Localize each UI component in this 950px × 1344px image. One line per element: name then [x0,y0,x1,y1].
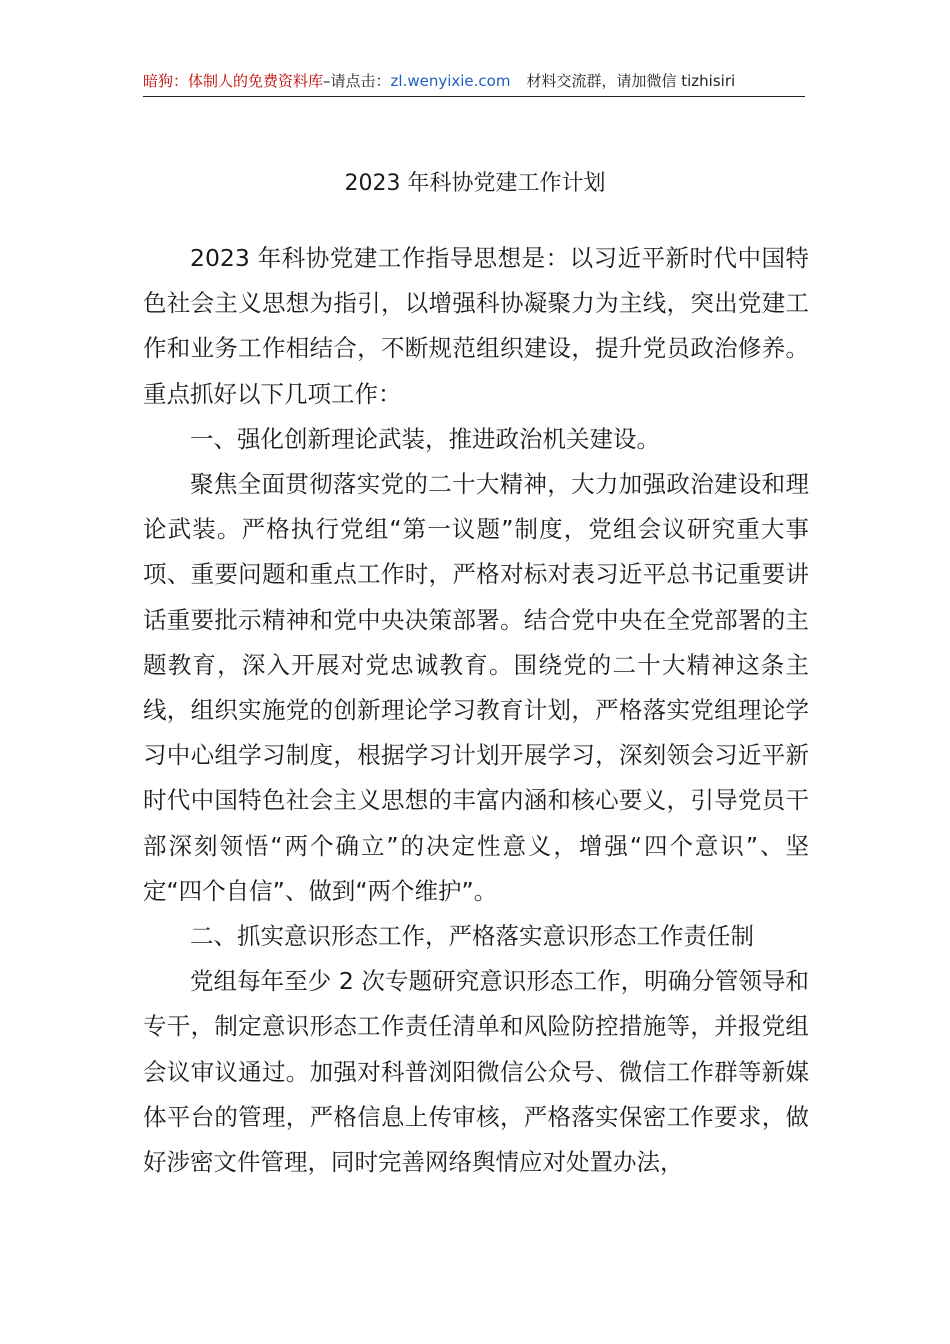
header-brand: 暗狗：体制人的免费资料库 [143,72,324,90]
paragraph-section-2: 党组每年至少 2 次专题研究意识形态工作，明确分管领导和专干，制定意识形态工作责任清单和风险防控措施等，并报党组会议审议通过。加强对科普浏阳微信公众号、微信工作群等新媒体平台的管理，严格信息上传审核，严格落实保密工作要求，做好涉密文件管理，同时完善网络舆情应对处置办法， [143,967,809,1177]
header-contact: 材料交流群，请加微信 tizhisiri [526,72,736,90]
document-title: 2023 年科协党建工作计划 [344,171,606,196]
header-link[interactable]: zl.wenyixie.com [390,72,511,90]
header-prompt: –请点击： [323,72,391,90]
page-header [143,66,805,97]
section-heading-1: 一、强化创新理论武装，推进政治机关建设。 [190,424,660,453]
section-heading-2: 二、抓实意识形态工作，严格落实意识形态工作责任制 [190,922,754,951]
document-body [143,236,809,1185]
paragraph-section-1: 聚焦全面贯彻落实党的二十大精神，大力加强政治建设和理论武装。严格执行党组“第一议题”制度，党组会议研究重大事项、重要问题和重点工作时，严格对标对表习近平总书记重要讲话重要批示精神和党中央决策部署。结合党中央在全党部署的主题教育，深入开展对党忠诚教育。围绕党的二十大精神这条主线，组织实施党的创新理论学习教育计划，严格落实党组理论学习中心组学习制度，根据学习计划开展学习，深刻领会习近平新时代中国特色社会主义思想的丰富内涵和核心要义，引导党员干部深刻领悟“两个确立”的决定性意义，增强“四个意识”、坚定“四个自信”、做到“两个维护”。 [143,470,809,905]
paragraph-intro: 2023 年科协党建工作指导思想是：以习近平新时代中国特色社会主义思想为指引，以增强科协凝聚力为主线，突出党建工作和业务工作相结合，不断规范组织建设，提升党员政治修养。重点抓好以下几项工作： [143,244,809,408]
